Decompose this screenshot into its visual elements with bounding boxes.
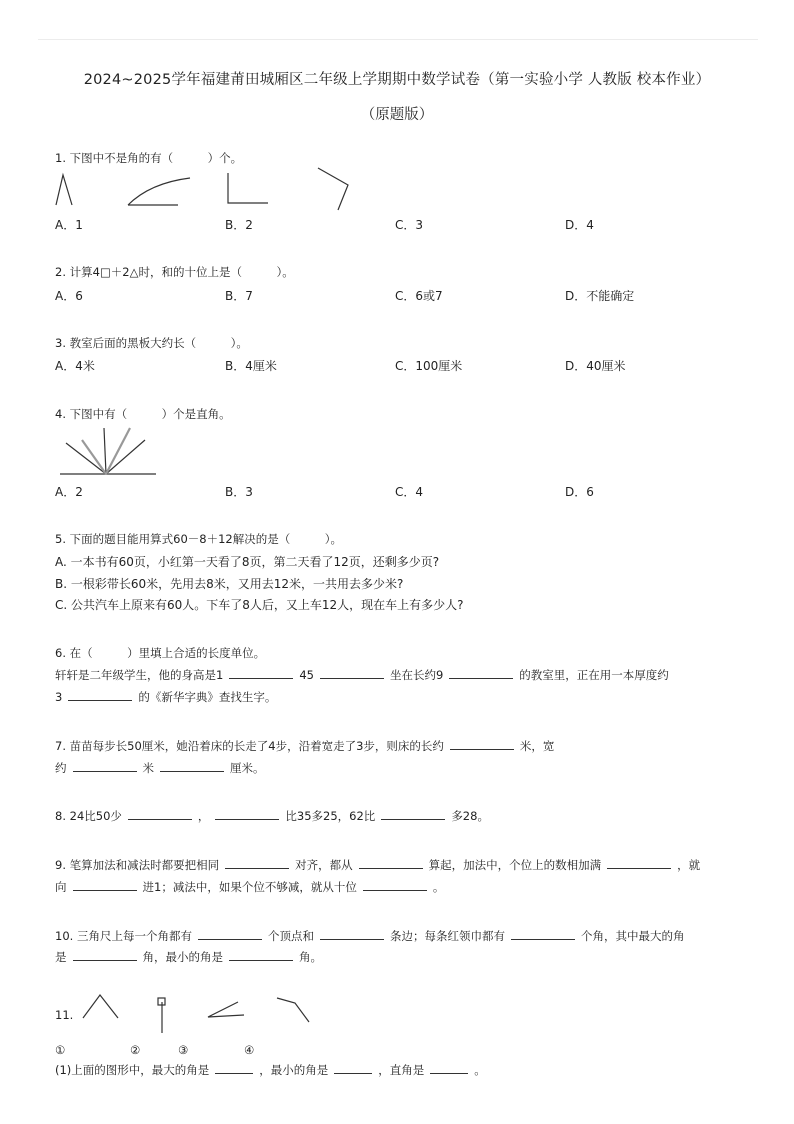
q1-option-c[interactable]: C．3 <box>395 218 424 232</box>
page-subtitle: （原题版） <box>360 107 434 123</box>
q2-stem: 2. 计算4□＋2△时，和的十位上是（ ）。 <box>55 265 294 279</box>
q5-stem: 5. 下面的题目能用算式60－8＋12解决的是（ ）。 <box>55 532 342 546</box>
q10-text-5: 是 <box>55 950 67 964</box>
q11-sub-1 <box>55 1062 486 1078</box>
q6-text-6: 的《新华字典》查找生字。 <box>138 690 277 704</box>
q8-text-4: 多28。 <box>451 809 489 823</box>
q7-text-4: 米 <box>142 761 154 775</box>
q3-option-c[interactable]: C．100厘米 <box>395 359 463 373</box>
q10-text-7: 角。 <box>299 950 322 964</box>
q7-text-3: 约 <box>55 761 67 775</box>
q8-text-2: ， <box>197 809 210 823</box>
q11-text-4: 。 <box>474 1063 486 1077</box>
q6-text-4: 的教室里，正在用一本厚度约 <box>519 668 669 682</box>
q6-text-5: 3 <box>55 690 63 704</box>
q11-blank-1[interactable] <box>215 1063 253 1074</box>
q5-option-c[interactable]: C. 公共汽车上原来有60人。下车了8人后，又上车12人，现在车上有多少人? <box>55 598 464 612</box>
q11-label-1: ① <box>55 1043 66 1057</box>
q7-text-5: 厘米。 <box>230 761 265 775</box>
q11-angle-3 <box>208 1002 244 1017</box>
q5-option-a[interactable]: A. 一本书有60页，小红第一天看了8页，第二天看了12页，还剩多少页? <box>55 555 440 569</box>
q6-text-2: 45 <box>299 668 314 682</box>
q3-stem: 3. 教室后面的黑板大约长（ ）。 <box>55 336 248 350</box>
q11-label-4: ④ <box>244 1043 255 1057</box>
q4-stem: 4. 下图中有（ ）个是直角。 <box>55 407 231 421</box>
q6-text-1: 轩轩是二年级学生，他的身高是1 <box>55 668 224 682</box>
q3-option-b[interactable]: B．4厘米 <box>225 359 277 373</box>
q2-option-b[interactable]: B．7 <box>225 289 253 303</box>
q11-label-3: ③ <box>178 1043 189 1057</box>
q4-option-a[interactable]: A．2 <box>55 485 83 499</box>
q3-option-a[interactable]: A．4米 <box>55 359 95 373</box>
q10-text-6: 角，最小的角是 <box>142 950 223 964</box>
q1-option-b[interactable]: B．2 <box>225 218 253 232</box>
q11-blank-3[interactable] <box>430 1063 468 1074</box>
q5-option-b[interactable]: B. 一根彩带长60米，先用去8米，又用去12米，一共用去多少米? <box>55 577 404 591</box>
q6-text-3: 坐在长约9 <box>389 668 444 682</box>
q2-option-a[interactable]: A．6 <box>55 289 83 303</box>
q7-text-2: 米，宽 <box>519 739 555 753</box>
q1-option-a[interactable]: A．1 <box>55 218 83 232</box>
q9-text-6: 进1；减法中，如果个位不够减，就从十位 <box>142 880 357 894</box>
q11-text-2: ，最小的角是 <box>259 1063 329 1077</box>
q2-option-d[interactable]: D．不能确定 <box>565 289 635 303</box>
q11-text-3: ，直角是 <box>378 1063 425 1077</box>
q8-text-1: 8. 24比50少 <box>55 809 122 823</box>
q2-option-c[interactable]: C．6或7 <box>395 289 443 303</box>
q1-stem: 1. 下图中不是角的有（ ）个。 <box>55 151 243 165</box>
q11-label-2: ② <box>130 1043 141 1057</box>
q4-option-d[interactable]: D．6 <box>565 485 594 499</box>
q9-text-4: ，就 <box>677 858 701 872</box>
q4-option-b[interactable]: B．3 <box>225 485 253 499</box>
q1-option-d[interactable]: D．4 <box>565 218 594 232</box>
q10-text-4: 个角，其中最大的角 <box>580 929 685 943</box>
q10-text-1: 10. 三角尺上每一个角都有 <box>55 929 192 943</box>
q9-text-7: 。 <box>432 880 445 894</box>
q9-text-5: 向 <box>55 880 67 894</box>
page-title: 2024~2025学年福建莆田城厢区二年级上学期期中数学试卷（第一实验小学 人教版 校本作业） <box>83 72 711 88</box>
q11-blank-2[interactable] <box>334 1063 372 1074</box>
q8-text-3: 比35多25，62比 <box>285 809 376 823</box>
q11-number: 11. <box>55 1008 74 1022</box>
q6-stem: 6. 在（ ）里填上合适的长度单位。 <box>55 646 266 660</box>
q7-text-1: 7. 苗苗每步长50厘米，她沿着床的长走了4步，沿着宽走了3步，则床的长约 <box>55 739 444 753</box>
q9-text-3: 算起，加法中，个位上的数相加满 <box>428 858 602 872</box>
q11-angle-1 <box>83 995 118 1018</box>
q9-text-1: 9. 笔算加法和减法时都要把相同 <box>55 858 220 872</box>
q10-text-3: 条边；每条红领巾都有 <box>389 929 505 943</box>
q4-option-c[interactable]: C．4 <box>395 485 424 499</box>
q3-option-d[interactable]: D．40厘米 <box>565 359 626 373</box>
q11-angle-4 <box>277 998 309 1022</box>
q10-text-2: 个顶点和 <box>267 929 314 943</box>
q11-text-1: (1)上面的图形中，最大的角是 <box>55 1063 210 1077</box>
q9-text-2: 对齐，都从 <box>295 858 353 872</box>
